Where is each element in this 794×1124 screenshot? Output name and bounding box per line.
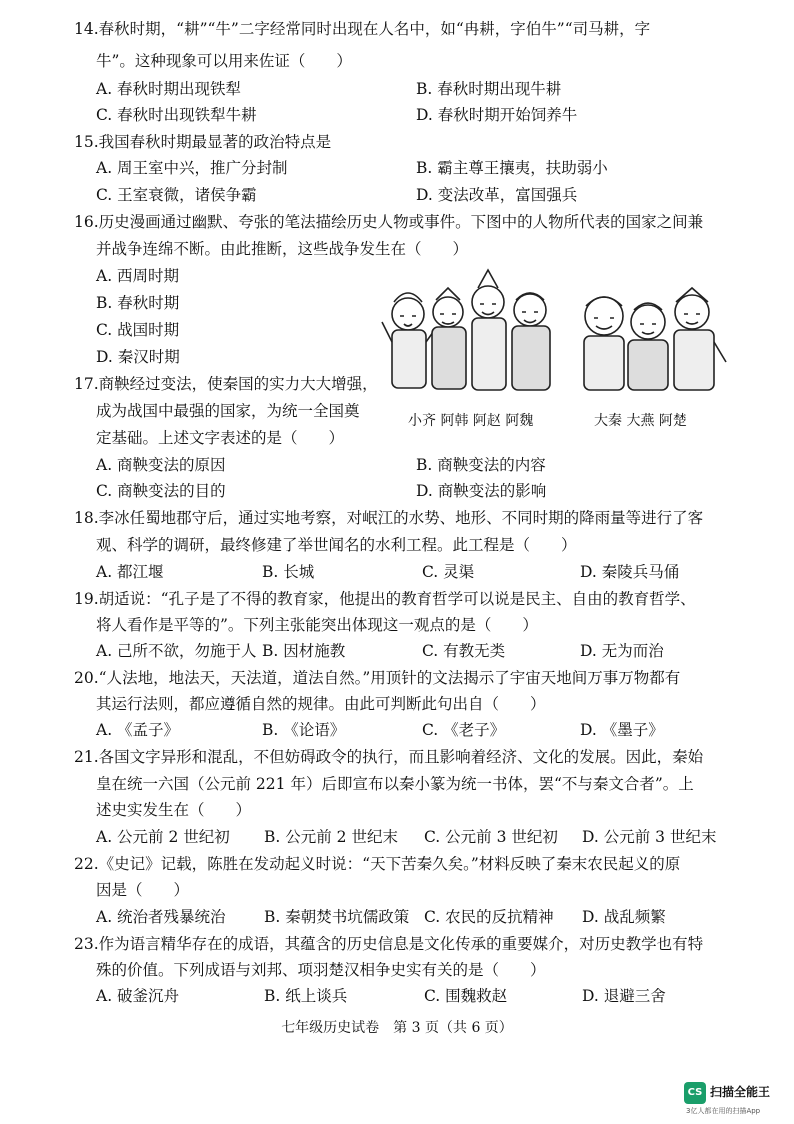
- q21-option-a: A. 公元前 2 世纪初: [96, 828, 230, 846]
- q18-option-d: D. 秦陵兵马俑: [580, 563, 680, 581]
- figure-da-qin: [584, 297, 624, 390]
- q23-option-c: C. 围魏救赵: [424, 987, 508, 1005]
- q17-stem-line2: 成为战国中最强的国家，为统一全国奠: [96, 402, 360, 420]
- camscanner-logo-icon: CS: [684, 1082, 706, 1104]
- q23-stem-line1: 23.作为语言精华存在的成语，其蕴含的历史信息是文化传承的重要媒介，对历史教学也有特: [74, 935, 704, 953]
- q22-option-c: C. 农民的反抗精神: [424, 908, 554, 926]
- q15-option-d: D. 变法改革，富国强兵: [416, 186, 578, 204]
- q21-option-b: B. 公元前 2 世纪末: [264, 828, 398, 846]
- q16-stem-line1: 16.历史漫画通过幽默、夸张的笔法描绘历史人物或事件。下图中的人物所代表的国家之间兼: [74, 213, 704, 231]
- watermark-name: 扫描全能王: [710, 1085, 771, 1099]
- q20-stem-line2: 其运行法则，都应遵循自然的规律。由此可判断此句出自（ ）: [96, 695, 546, 713]
- q15-option-a: A. 周王室中兴，推广分封制: [96, 159, 288, 177]
- q15-option-b: B. 霸主尊王攘夷，扶助弱小: [416, 159, 608, 177]
- q19-option-d: D. 无为而治: [580, 642, 664, 660]
- q18-option-b: B. 长城: [262, 563, 315, 581]
- q15-stem-line1: 15.我国春秋时期最显著的政治特点是: [74, 133, 332, 151]
- q19-option-a: A. 己所不欲，勿施于人: [96, 642, 257, 660]
- q17-option-d: D. 商鞅变法的影响: [416, 482, 547, 500]
- figure-da-yan: [628, 303, 668, 390]
- q16-option-a: A. 西周时期: [96, 267, 180, 285]
- q20-option-b: B. 《论语》: [262, 721, 346, 739]
- q21-stem-line1: 21.各国文字异形和混乱，不但妨碍政令的执行，而且影响着经济、文化的发展。因此，秦始: [74, 748, 704, 766]
- q20-option-c: C. 《老子》: [422, 721, 506, 739]
- q21-option-d: D. 公元前 3 世纪末: [582, 828, 717, 846]
- figure-a-wei: [512, 293, 550, 390]
- q20-option-a: A. 《孟子》: [96, 721, 180, 739]
- q16-option-b: B. 春秋时期: [96, 294, 180, 312]
- q16-stem-line2: 并战争连绵不断。由此推断，这些战争发生在（ ）: [96, 240, 469, 258]
- q19-stem-line1: 19.胡适说：“孔子是了不得的教育家，他提出的教育哲学可以说是民主、自由的教育哲学、: [74, 590, 696, 608]
- q14-option-a: A. 春秋时期出现铁犁: [96, 80, 242, 98]
- q19-option-b: B. 因材施教: [262, 642, 346, 660]
- cartoon-caption-right: 大秦 大燕 阿楚: [594, 413, 687, 429]
- q22-stem-line2: 因是（ ）: [96, 881, 190, 899]
- q22-stem-line1: 22.《史记》记载，陈胜在发动起义时说：“天下苦秦久矣。”材料反映了秦末农民起义的原: [74, 855, 681, 873]
- scanner-watermark: [684, 1080, 789, 1120]
- figure-a-chu: [674, 288, 726, 390]
- q18-option-a: A. 都江堰: [96, 563, 164, 581]
- q20-stem-line1: 20.“人法地，地法天，天法道，道法自然。”用顶针的文法揭示了宇宙天地间万事万物都有: [74, 669, 681, 687]
- q23-option-d: D. 退避三舍: [582, 987, 666, 1005]
- q14-option-d: D. 春秋时期开始饲养牛: [416, 106, 578, 124]
- watermark-subtitle: 3亿人都在用的扫描App: [686, 1107, 761, 1115]
- q23-stem-line2: 殊的价值。下列成语与刘邦、项羽楚汉相争史实有关的是（ ）: [96, 961, 546, 979]
- q14-option-b: B. 春秋时期出现牛耕: [416, 80, 562, 98]
- warring-states-cartoon-image: [378, 262, 730, 434]
- q17-option-c: C. 商鞅变法的目的: [96, 482, 226, 500]
- q17-stem-line3: 定基础。上述文字表述的是（ ）: [96, 429, 345, 447]
- q21-option-c: C. 公元前 3 世纪初: [424, 828, 558, 846]
- q21-stem-line2: 皇在统一六国（公元前 221 年）后即宣布以秦小篆为统一书体，罢“不与秦文合者”。上: [96, 775, 694, 793]
- q19-option-c: C. 有教无类: [422, 642, 506, 660]
- q16-option-d: D. 秦汉时期: [96, 348, 180, 366]
- q18-stem-line1: 18.李冰任蜀地郡守后，通过实地考察，对岷江的水势、地形、不同时期的降雨量等进行了客: [74, 509, 704, 527]
- q22-option-d: D. 战乱频繁: [582, 908, 666, 926]
- page-footer: 七年级历史试卷 第 3 页（共 6 页）: [281, 1020, 513, 1036]
- q15-option-c: C. 王室衰微，诸侯争霸: [96, 186, 257, 204]
- q17-option-b: B. 商鞅变法的内容: [416, 456, 546, 474]
- q17-option-a: A. 商鞅变法的原因: [96, 456, 226, 474]
- q21-stem-line3: 述史实发生在（ ）: [96, 801, 252, 819]
- q14-stem-line1: 14.春秋时期，“耕”“牛”二字经常同时出现在人名中，如“冉耕，字伯牛”“司马耕，字: [74, 20, 651, 38]
- q19-stem-line2: 将人看作是平等的”。下列主张能突出体现这一观点的是（ ）: [96, 616, 538, 634]
- figure-a-han: [432, 288, 466, 389]
- q14-stem-line2: 牛”。这种现象可以用来佐证（ ）: [96, 52, 352, 70]
- q18-stem-line2: 观、科学的调研，最终修建了举世闻名的水利工程。此工程是（ ）: [96, 536, 577, 554]
- figure-xiao-qi: [382, 293, 436, 388]
- cartoon-caption-left: 小齐 阿韩 阿赵 阿魏: [408, 413, 534, 429]
- q22-option-b: B. 秦朝焚书坑儒政策: [264, 908, 410, 926]
- figure-a-zhao: [472, 270, 506, 390]
- q18-option-c: C. 灵渠: [422, 563, 475, 581]
- q23-option-a: A. 破釜沉舟: [96, 987, 180, 1005]
- q23-option-b: B. 纸上谈兵: [264, 987, 348, 1005]
- q17-stem-line1: 17.商鞅经过变法，使秦国的实力大大增强，: [74, 375, 378, 393]
- q22-option-a: A. 统治者残暴统治: [96, 908, 226, 926]
- q14-option-c: C. 春秋时出现铁犁牛耕: [96, 106, 257, 124]
- q20-option-d: D. 《墨子》: [580, 721, 664, 739]
- q16-option-c: C. 战国时期: [96, 321, 180, 339]
- cartoon-illustration: [378, 262, 730, 434]
